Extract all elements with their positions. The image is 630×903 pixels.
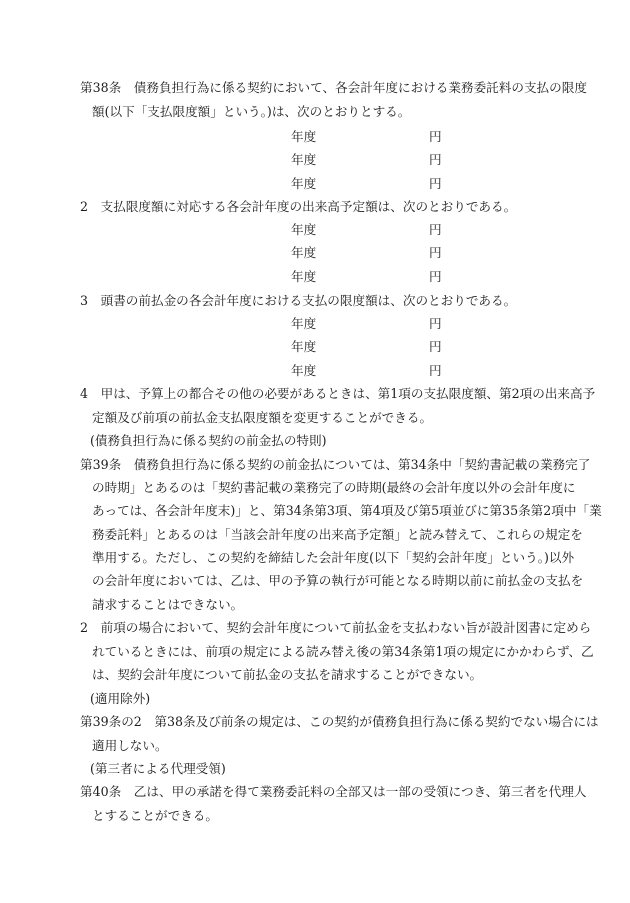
yen-label: 円	[429, 222, 442, 237]
yen-label: 円	[429, 363, 442, 378]
year-label: 年度	[291, 152, 317, 167]
article39-line: 務委託料」とあるのは「当該会計年度の出来高予定額」と読み替えて、これらの規定を	[92, 527, 583, 542]
article40-caption: (第三者による代理受領)	[90, 761, 226, 776]
article38-p3: 3 頭書の前払金の各会計年度における支払の限度額は、次のとおりである。	[80, 293, 517, 308]
article38-p4-line1: 4 甲は、予算上の都合その他の必要があるときは、第1項の支払限度額、第2項の出来高予	[80, 386, 596, 401]
article39-line: 第39条 債務負担行為に係る契約の前金払については、第34条中「契約書記載の業務完了	[80, 457, 591, 472]
yen-label: 円	[429, 152, 442, 167]
article39-line: の時期」とあるのは「契約書記載の業務完了の時期(最終の会計年度以外の会計年度に	[92, 480, 576, 495]
article39-p2-line: は、契約会計年度について前払金の支払を請求することができない。	[92, 667, 483, 682]
year-label: 年度	[291, 316, 317, 331]
article38-p1-line1: 第38条 債務負担行為に係る契約において、各会計年度における業務委託料の支払の限度	[80, 80, 587, 95]
year-label: 年度	[291, 363, 317, 378]
year-label: 年度	[291, 269, 317, 284]
article39-2-caption: (適用除外)	[90, 691, 151, 706]
article40-line1: 第40条 乙は、甲の承諾を得て業務委託料の全部又は一部の受領につき、第三者を代理人	[80, 784, 587, 799]
article39-2-line1: 第39条の2 第38条及び前条の規定は、この契約が債務負担行為に係る契約でない場合には	[80, 714, 599, 729]
article39-line: の会計年度においては、乙は、甲の予算の執行が可能となる時期以前に前払金の支払を	[92, 573, 584, 588]
article39-caption: (債務負担行為に係る契約の前金払の特則)	[90, 433, 327, 448]
year-label: 年度	[291, 129, 317, 144]
yen-label: 円	[429, 316, 442, 331]
article38-p4-line2: 定額及び前項の前払金支払限度額を変更することができる。	[92, 410, 433, 425]
year-label: 年度	[291, 222, 317, 237]
article40-line2: とすることができる。	[92, 808, 218, 823]
year-label: 年度	[291, 176, 317, 191]
article39-line: あっては、各会計年度末)」と、第34条第3項、第4項及び第5項並びに第35条第2項中「業	[92, 503, 602, 518]
article38-p1-line2: 額(以下「支払限度額」という。)は、次のとおりとする。	[92, 104, 411, 119]
year-label: 年度	[291, 245, 317, 260]
article39-p2-line: れているときには、前項の規定による読み替え後の第34条第1項の規定にかかわらず、乙	[92, 644, 594, 659]
article39-p2-line: 2 前項の場合において、契約会計年度について前払金を支払わない旨が設計図書に定めら	[80, 620, 592, 635]
article39-line: 準用する。ただし、この契約を締結した会計年度(以下「契約会計年度」という。)以外	[92, 550, 575, 565]
yen-label: 円	[429, 176, 442, 191]
yen-label: 円	[429, 339, 442, 354]
article39-line: 請求することはできない。	[92, 597, 244, 612]
yen-label: 円	[429, 269, 442, 284]
article38-p2: 2 支払限度額に対応する各会計年度の出来高予定額は、次のとおりである。	[80, 199, 517, 214]
yen-label: 円	[429, 245, 442, 260]
article39-2-line2: 適用しない。	[92, 738, 168, 753]
year-label: 年度	[291, 339, 317, 354]
yen-label: 円	[429, 129, 442, 144]
